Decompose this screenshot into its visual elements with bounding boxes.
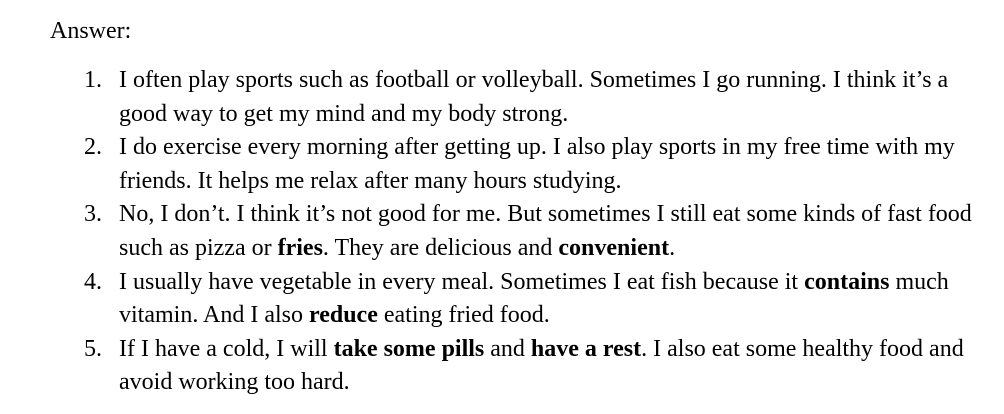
answer-text-segment: I often play sports such as football or volleyball. Sometimes I go running. I think it’s a good way to get my mind and my body strong.	[119, 67, 949, 127]
answer-text	[119, 201, 972, 261]
answer-keyword: have a rest	[530, 335, 642, 362]
answer-number: 4.	[84, 268, 102, 295]
answer-text-segment: If I have a cold, I will	[119, 335, 334, 362]
answer-item	[0, 333, 1004, 400]
answer-keyword: take some pills	[333, 335, 485, 362]
answer-text	[119, 134, 955, 194]
answer-heading: Answer:	[50, 18, 132, 44]
answer-text	[119, 269, 949, 329]
answer-item	[0, 198, 1004, 265]
answer-number: 5.	[84, 335, 102, 362]
answer-item	[0, 266, 1004, 333]
answer-keyword: contains	[804, 268, 890, 295]
answer-list	[0, 64, 1004, 400]
answer-text-segment: .	[669, 234, 676, 261]
answer-text-segment: I do exercise every morning after getting up. I also play sports in my free time with my friends. It helps me relax after many hours studying.	[119, 134, 955, 194]
answer-text-segment: and	[484, 335, 531, 362]
answer-keyword: convenient	[558, 234, 670, 261]
answer-text-segment: No, I don’t. I think it’s not good for me. But sometimes I still eat some kinds of fast food such as pizza or	[119, 201, 972, 261]
answer-text-segment: much vitamin. And I also	[119, 268, 949, 329]
answer-text	[119, 336, 964, 396]
answer-text-segment: I usually have vegetable in every meal. Sometimes I eat fish because it	[119, 268, 805, 295]
answer-text-segment: . I also eat some healthy food and avoid working too hard.	[119, 335, 964, 396]
answer-keyword: fries	[277, 234, 323, 261]
answer-item	[0, 131, 1004, 198]
answer-number: 3.	[84, 201, 102, 228]
answer-text	[119, 67, 948, 127]
answer-number: 2.	[84, 134, 102, 161]
answer-text-segment: . They are delicious and	[322, 234, 559, 261]
answer-text-segment: eating fried food.	[377, 302, 550, 329]
answer-number: 1.	[84, 67, 102, 93]
answer-item	[0, 64, 1004, 131]
answer-keyword: reduce	[308, 302, 378, 329]
